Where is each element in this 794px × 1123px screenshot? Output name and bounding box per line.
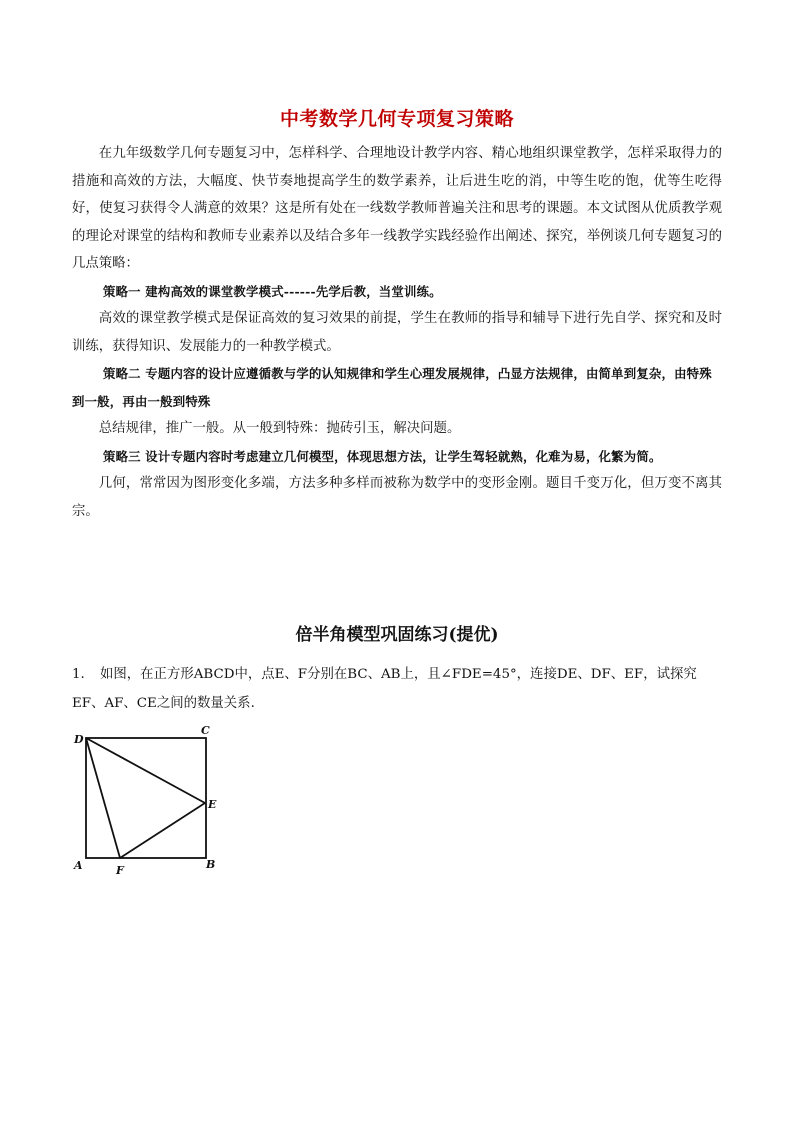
- label-e: E: [208, 798, 217, 811]
- strategy-2-heading: 策略二 专题内容的设计应遵循教与学的认知规律和学生心理发展规律，凸显方法规律，由简单到复杂，由特殊到一般，再由一般到特殊: [72, 366, 712, 409]
- strategy-1-text: 高效的课堂教学模式是保证高效的复习效果的前提，学生在教师的指导和辅导下进行先自学、探究和及时训练，获得知识、发展能力的一种教学模式。: [72, 311, 722, 354]
- problem-1: [72, 660, 722, 718]
- document-body: [72, 140, 722, 525]
- problem-number: 1.: [72, 667, 85, 682]
- segment-ef: [120, 803, 205, 858]
- problem-text: 如图，在正方形ABCD中，点E、F分别在BC、AB上，且∠FDE=45°，连接DE、DF、EF，试探究EF、AF、CE之间的数量关系.: [72, 667, 697, 711]
- label-c: C: [201, 724, 210, 737]
- document-title: 中考数学几何专项复习策略: [279, 108, 514, 130]
- segment-df: [86, 738, 120, 858]
- strategy-1-heading: 策略一 建构高效的课堂教学模式------先学后教，当堂训练。: [103, 283, 442, 299]
- strategy-2-text: 总结规律，推广一般。从一般到特殊：抛砖引玉，解决问题。: [98, 421, 461, 436]
- intro-paragraph: 在九年级数学几何专题复习中，怎样科学、合理地设计教学内容、精心地组织课堂教学，怎样采取得力的措施和高效的方法，大幅度、快节奏地提高学生的数学素养，让后进生吃的消，中等生吃的饱，优等生吃得好，使复习获得令人满意的效果？这是所有处在一线数学教师普遍关注和思考的课题。本文试图从优质教学观的理论对课堂的结构和教师专业素养以及结合多年一线教学实践经验作出阐述、探究，举例谈几何专题复习的几点策略：: [72, 146, 722, 271]
- strategy-3-text: 几何，常常因为图形变化多端，方法多种多样而被称为数学中的变形金刚。题目千变万化，但万变不离其宗。: [72, 476, 722, 519]
- label-f: F: [116, 864, 124, 877]
- section-title: 倍半角模型巩固练习(提优): [295, 625, 499, 645]
- label-a: A: [74, 859, 83, 872]
- label-b: B: [206, 858, 216, 871]
- geometry-figure: [68, 722, 228, 882]
- segment-de: [86, 738, 205, 803]
- label-d: D: [74, 733, 84, 746]
- square-abcd: [86, 738, 206, 858]
- strategy-3-heading: 策略三 设计专题内容时考虑建立几何模型，体现思想方法，让学生驾轻就熟，化难为易，化繁为简。: [103, 448, 662, 464]
